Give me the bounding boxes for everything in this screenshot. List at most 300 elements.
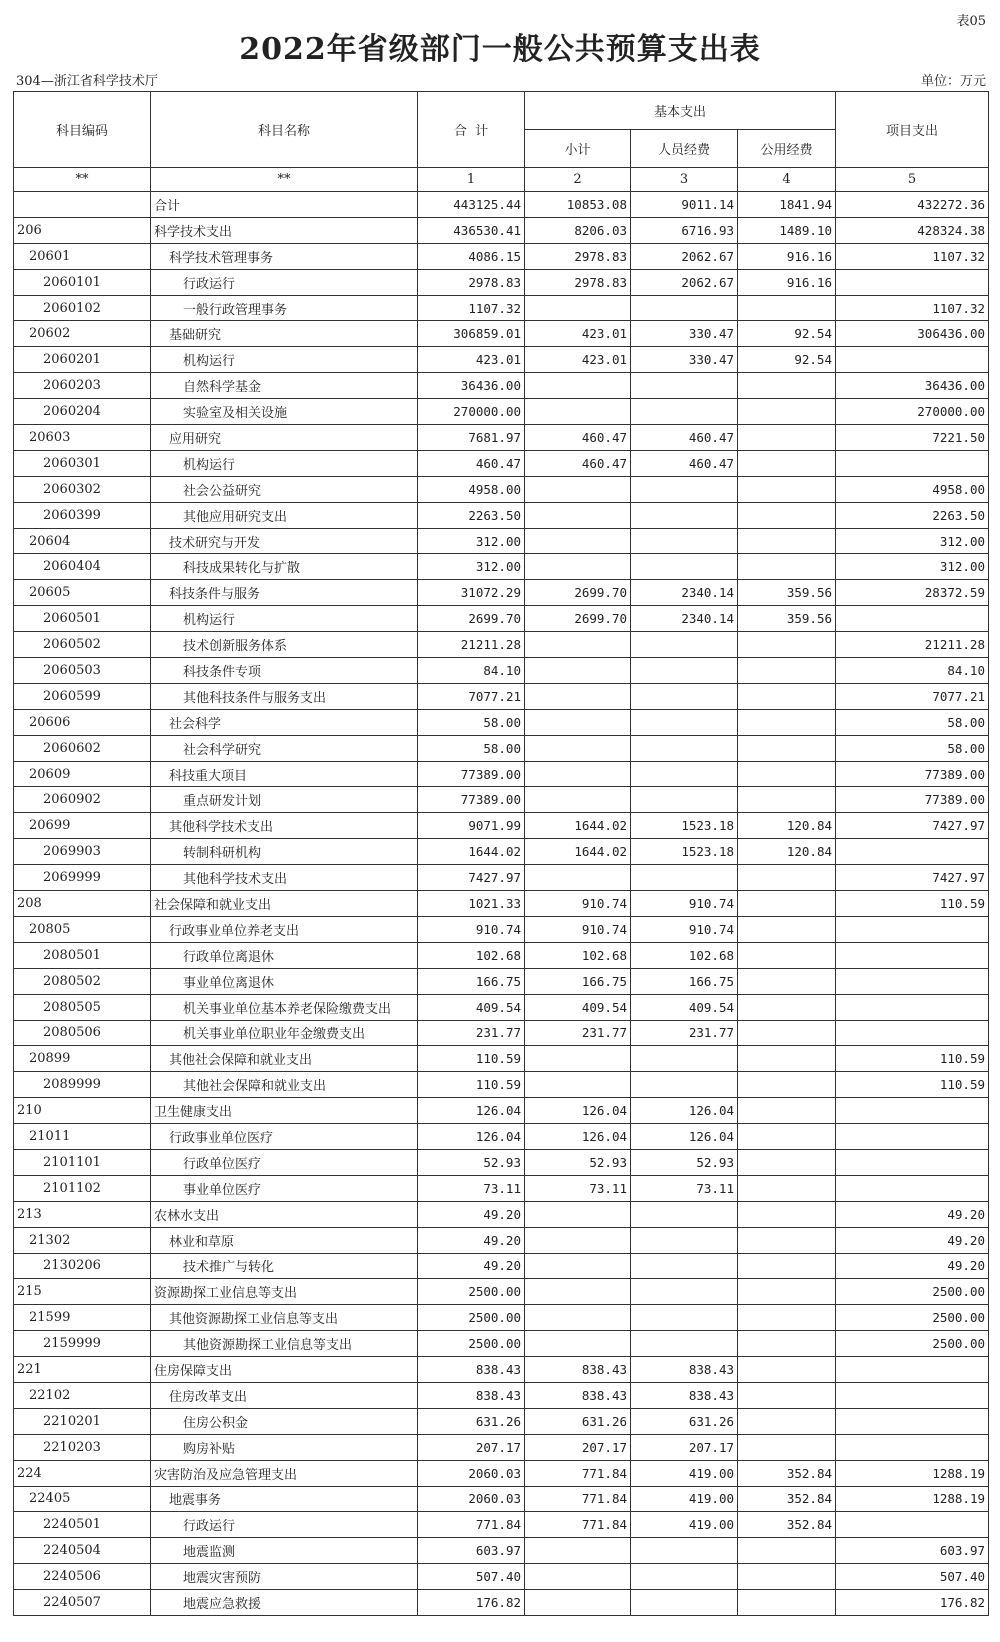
table-row xyxy=(14,1486,989,1512)
cell-name: 住房保障支出 xyxy=(151,1357,418,1383)
cell-code: 2069999 xyxy=(14,865,151,891)
cell-code: 2060404 xyxy=(14,554,151,580)
cell-code: 2060302 xyxy=(14,476,151,502)
cell-personnel: 910.74 xyxy=(631,891,738,917)
cell-total: 507.40 xyxy=(418,1564,525,1590)
cell-project xyxy=(836,606,989,632)
cell-public xyxy=(738,1149,836,1175)
cell-name: 其他科技条件与服务支出 xyxy=(151,683,418,709)
table-row xyxy=(14,968,989,994)
cell-code: 20605 xyxy=(14,580,151,606)
cell-total: 2500.00 xyxy=(418,1279,525,1305)
cell-public xyxy=(738,1046,836,1072)
cell-code: 2240506 xyxy=(14,1564,151,1590)
cell-public xyxy=(738,476,836,502)
table-row xyxy=(14,813,989,839)
cell-subtotal: 2978.83 xyxy=(525,269,631,295)
cell-name: 住房改革支出 xyxy=(151,1382,418,1408)
cell-personnel xyxy=(631,1305,738,1331)
cell-code: 2101101 xyxy=(14,1149,151,1175)
cell-public xyxy=(738,709,836,735)
cell-public: 92.54 xyxy=(738,321,836,347)
cell-code: 2159999 xyxy=(14,1331,151,1357)
table-row xyxy=(14,1124,989,1150)
table-row xyxy=(14,1098,989,1124)
table-row xyxy=(14,269,989,295)
cell-total: 436530.41 xyxy=(418,217,525,243)
cell-code: 2060101 xyxy=(14,269,151,295)
cell-project xyxy=(836,1149,989,1175)
cell-subtotal: 409.54 xyxy=(525,994,631,1020)
cell-total: 4086.15 xyxy=(418,243,525,269)
cell-code: 224 xyxy=(14,1460,151,1486)
cell-name: 技术推广与转化 xyxy=(151,1253,418,1279)
cell-project: 49.20 xyxy=(836,1227,989,1253)
page-title: 2022年省级部门一般公共预算支出表 xyxy=(239,32,761,67)
cell-code: 2240507 xyxy=(14,1590,151,1616)
cell-subtotal xyxy=(525,373,631,399)
table-row xyxy=(14,373,989,399)
table-row xyxy=(14,606,989,632)
cell-public: 359.56 xyxy=(738,606,836,632)
cell-personnel xyxy=(631,632,738,658)
cell-project: 84.10 xyxy=(836,658,989,684)
cell-project xyxy=(836,916,989,942)
cell-public xyxy=(738,1357,836,1383)
cell-name: 机构运行 xyxy=(151,606,418,632)
cell-name: 地震监测 xyxy=(151,1538,418,1564)
cell-project: 21211.28 xyxy=(836,632,989,658)
cell-personnel xyxy=(631,865,738,891)
cell-code: 21011 xyxy=(14,1124,151,1150)
cell-personnel xyxy=(631,787,738,813)
cell-project xyxy=(836,1175,989,1201)
cell-public xyxy=(738,761,836,787)
cell-personnel xyxy=(631,1201,738,1227)
cell-total: 166.75 xyxy=(418,968,525,994)
cell-subtotal: 2699.70 xyxy=(525,606,631,632)
cell-subtotal: 2699.70 xyxy=(525,580,631,606)
cell-code: 21302 xyxy=(14,1227,151,1253)
cell-total: 270000.00 xyxy=(418,399,525,425)
cell-public: 352.84 xyxy=(738,1460,836,1486)
cell-total: 409.54 xyxy=(418,994,525,1020)
cell-personnel: 419.00 xyxy=(631,1460,738,1486)
cell-name: 自然科学基金 xyxy=(151,373,418,399)
table-row xyxy=(14,1253,989,1279)
cell-public xyxy=(738,787,836,813)
cell-name: 科技重大项目 xyxy=(151,761,418,787)
cell-project xyxy=(836,269,989,295)
cell-project: 28372.59 xyxy=(836,580,989,606)
cell-code: 2060502 xyxy=(14,632,151,658)
cell-personnel: 9011.14 xyxy=(631,192,738,218)
cell-name: 机构运行 xyxy=(151,450,418,476)
cell-subtotal: 771.84 xyxy=(525,1460,631,1486)
cell-project: 49.20 xyxy=(836,1201,989,1227)
cell-subtotal xyxy=(525,554,631,580)
cell-code: 20609 xyxy=(14,761,151,787)
cell-project: 49.20 xyxy=(836,1253,989,1279)
cell-name: 地震应急救援 xyxy=(151,1590,418,1616)
cell-total: 21211.28 xyxy=(418,632,525,658)
cell-name: 机关事业单位职业年金缴费支出 xyxy=(151,1020,418,1046)
cell-public xyxy=(738,1201,836,1227)
cell-public: 120.84 xyxy=(738,839,836,865)
cell-name: 实验室及相关设施 xyxy=(151,399,418,425)
cell-personnel: 73.11 xyxy=(631,1175,738,1201)
cell-code: 20603 xyxy=(14,425,151,451)
cell-project xyxy=(836,347,989,373)
cell-personnel: 910.74 xyxy=(631,916,738,942)
cell-name: 技术创新服务体系 xyxy=(151,632,418,658)
cell-name: 社会保障和就业支出 xyxy=(151,891,418,917)
column-number: ** xyxy=(14,168,151,192)
header-public: 公用经费 xyxy=(738,130,836,168)
cell-project: 77389.00 xyxy=(836,787,989,813)
cell-code: 20604 xyxy=(14,528,151,554)
cell-personnel: 330.47 xyxy=(631,347,738,373)
cell-name: 住房公积金 xyxy=(151,1408,418,1434)
cell-public xyxy=(738,295,836,321)
column-number: 4 xyxy=(738,168,836,192)
table-row xyxy=(14,1305,989,1331)
cell-personnel xyxy=(631,1564,738,1590)
cell-total: 49.20 xyxy=(418,1253,525,1279)
cell-code: 2060902 xyxy=(14,787,151,813)
cell-total: 110.59 xyxy=(418,1046,525,1072)
cell-subtotal xyxy=(525,683,631,709)
cell-code: 20602 xyxy=(14,321,151,347)
cell-public xyxy=(738,1305,836,1331)
cell-subtotal xyxy=(525,709,631,735)
cell-public xyxy=(738,1098,836,1124)
cell-personnel xyxy=(631,1046,738,1072)
cell-name: 转制科研机构 xyxy=(151,839,418,865)
cell-total: 2060.03 xyxy=(418,1460,525,1486)
table-row xyxy=(14,1279,989,1305)
cell-public xyxy=(738,735,836,761)
header-name: 科目名称 xyxy=(151,92,418,168)
table-row xyxy=(14,321,989,347)
cell-personnel xyxy=(631,295,738,321)
table-row xyxy=(14,295,989,321)
table-id: 表05 xyxy=(956,14,986,29)
table-row xyxy=(14,994,989,1020)
cell-name: 林业和草原 xyxy=(151,1227,418,1253)
cell-public xyxy=(738,1072,836,1098)
cell-subtotal: 460.47 xyxy=(525,425,631,451)
cell-total: 207.17 xyxy=(418,1434,525,1460)
cell-name: 其他社会保障和就业支出 xyxy=(151,1046,418,1072)
table-row xyxy=(14,1357,989,1383)
cell-total: 77389.00 xyxy=(418,787,525,813)
table-row xyxy=(14,502,989,528)
table-row xyxy=(14,1382,989,1408)
cell-public xyxy=(738,502,836,528)
cell-project: 7077.21 xyxy=(836,683,989,709)
cell-code: 22102 xyxy=(14,1382,151,1408)
header-project: 项目支出 xyxy=(836,92,989,168)
cell-subtotal: 423.01 xyxy=(525,347,631,373)
cell-project: 1288.19 xyxy=(836,1460,989,1486)
table-row xyxy=(14,1331,989,1357)
cell-public xyxy=(738,865,836,891)
cell-personnel xyxy=(631,399,738,425)
cell-name: 其他资源勘探工业信息等支出 xyxy=(151,1331,418,1357)
cell-name: 合计 xyxy=(151,192,418,218)
table-row xyxy=(14,632,989,658)
cell-subtotal: 102.68 xyxy=(525,942,631,968)
table-row xyxy=(14,916,989,942)
cell-name: 技术研究与开发 xyxy=(151,528,418,554)
cell-public xyxy=(738,1408,836,1434)
cell-project: 507.40 xyxy=(836,1564,989,1590)
cell-subtotal: 8206.03 xyxy=(525,217,631,243)
cell-total: 4958.00 xyxy=(418,476,525,502)
cell-subtotal xyxy=(525,528,631,554)
cell-name: 其他科学技术支出 xyxy=(151,813,418,839)
cell-personnel xyxy=(631,1331,738,1357)
cell-total: 910.74 xyxy=(418,916,525,942)
cell-project xyxy=(836,968,989,994)
cell-subtotal: 838.43 xyxy=(525,1382,631,1408)
cell-total: 231.77 xyxy=(418,1020,525,1046)
cell-personnel: 231.77 xyxy=(631,1020,738,1046)
cell-personnel xyxy=(631,1538,738,1564)
cell-subtotal: 2978.83 xyxy=(525,243,631,269)
cell-personnel: 2340.14 xyxy=(631,580,738,606)
table-row xyxy=(14,1538,989,1564)
cell-total: 7681.97 xyxy=(418,425,525,451)
cell-name: 其他资源勘探工业信息等支出 xyxy=(151,1305,418,1331)
header-basic: 基本支出 xyxy=(525,92,836,130)
cell-name: 灾害防治及应急管理支出 xyxy=(151,1460,418,1486)
cell-personnel: 102.68 xyxy=(631,942,738,968)
cell-code: 22405 xyxy=(14,1486,151,1512)
cell-personnel: 631.26 xyxy=(631,1408,738,1434)
cell-name: 社会科学研究 xyxy=(151,735,418,761)
table-row xyxy=(14,683,989,709)
cell-project: 1107.32 xyxy=(836,295,989,321)
cell-code: 20699 xyxy=(14,813,151,839)
cell-total: 77389.00 xyxy=(418,761,525,787)
cell-total: 58.00 xyxy=(418,735,525,761)
cell-total: 7427.97 xyxy=(418,865,525,891)
table-row xyxy=(14,450,989,476)
cell-personnel: 1523.18 xyxy=(631,813,738,839)
cell-subtotal: 73.11 xyxy=(525,1175,631,1201)
cell-code: 2060599 xyxy=(14,683,151,709)
cell-name: 其他社会保障和就业支出 xyxy=(151,1072,418,1098)
cell-code: 2080501 xyxy=(14,942,151,968)
cell-public: 916.16 xyxy=(738,269,836,295)
column-number: ** xyxy=(151,168,418,192)
cell-personnel xyxy=(631,373,738,399)
cell-name: 科技成果转化与扩散 xyxy=(151,554,418,580)
table-row xyxy=(14,1512,989,1538)
cell-code: 20805 xyxy=(14,916,151,942)
cell-name: 一般行政管理事务 xyxy=(151,295,418,321)
cell-project xyxy=(836,942,989,968)
cell-name: 行政运行 xyxy=(151,269,418,295)
cell-personnel xyxy=(631,1072,738,1098)
cell-total: 2263.50 xyxy=(418,502,525,528)
cell-personnel xyxy=(631,1227,738,1253)
cell-code: 2089999 xyxy=(14,1072,151,1098)
cell-code: 208 xyxy=(14,891,151,917)
cell-total: 838.43 xyxy=(418,1382,525,1408)
cell-public xyxy=(738,1590,836,1616)
cell-subtotal: 910.74 xyxy=(525,916,631,942)
table-row xyxy=(14,1564,989,1590)
cell-subtotal: 126.04 xyxy=(525,1124,631,1150)
cell-total: 49.20 xyxy=(418,1201,525,1227)
cell-project: 1288.19 xyxy=(836,1486,989,1512)
cell-subtotal xyxy=(525,1201,631,1227)
cell-total: 2699.70 xyxy=(418,606,525,632)
cell-project: 312.00 xyxy=(836,528,989,554)
cell-total: 1107.32 xyxy=(418,295,525,321)
cell-code: 213 xyxy=(14,1201,151,1227)
column-number: 5 xyxy=(836,168,989,192)
cell-personnel xyxy=(631,658,738,684)
cell-public: 352.84 xyxy=(738,1512,836,1538)
cell-code: 2210203 xyxy=(14,1434,151,1460)
cell-public xyxy=(738,1538,836,1564)
cell-total: 312.00 xyxy=(418,554,525,580)
cell-name: 卫生健康支出 xyxy=(151,1098,418,1124)
cell-public xyxy=(738,1175,836,1201)
cell-subtotal: 631.26 xyxy=(525,1408,631,1434)
cell-personnel xyxy=(631,683,738,709)
cell-project: 110.59 xyxy=(836,1046,989,1072)
table-row xyxy=(14,580,989,606)
cell-name: 科学技术管理事务 xyxy=(151,243,418,269)
cell-project xyxy=(836,1434,989,1460)
cell-public: 120.84 xyxy=(738,813,836,839)
cell-code: 2240504 xyxy=(14,1538,151,1564)
cell-project: 77389.00 xyxy=(836,761,989,787)
cell-public xyxy=(738,968,836,994)
cell-subtotal xyxy=(525,295,631,321)
cell-project xyxy=(836,1098,989,1124)
cell-code: 221 xyxy=(14,1357,151,1383)
cell-name: 资源勘探工业信息等支出 xyxy=(151,1279,418,1305)
cell-total: 126.04 xyxy=(418,1124,525,1150)
cell-code: 21599 xyxy=(14,1305,151,1331)
cell-code: 2060204 xyxy=(14,399,151,425)
cell-project: 428324.38 xyxy=(836,217,989,243)
cell-code: 2060203 xyxy=(14,373,151,399)
cell-total: 2978.83 xyxy=(418,269,525,295)
cell-total: 306859.01 xyxy=(418,321,525,347)
cell-name: 农林水支出 xyxy=(151,1201,418,1227)
column-number: 2 xyxy=(525,168,631,192)
cell-public: 916.16 xyxy=(738,243,836,269)
cell-personnel: 166.75 xyxy=(631,968,738,994)
cell-code: 2069903 xyxy=(14,839,151,865)
cell-name: 科技条件与服务 xyxy=(151,580,418,606)
cell-public xyxy=(738,916,836,942)
cell-name: 社会科学 xyxy=(151,709,418,735)
cell-subtotal: 231.77 xyxy=(525,1020,631,1046)
cell-subtotal xyxy=(525,1227,631,1253)
cell-public xyxy=(738,1382,836,1408)
table-row xyxy=(14,709,989,735)
organization-label: 304—浙江省科学技术厅 xyxy=(16,74,158,89)
cell-personnel: 460.47 xyxy=(631,450,738,476)
cell-personnel xyxy=(631,554,738,580)
cell-name: 事业单位离退休 xyxy=(151,968,418,994)
cell-project: 2500.00 xyxy=(836,1331,989,1357)
cell-personnel xyxy=(631,761,738,787)
cell-subtotal: 166.75 xyxy=(525,968,631,994)
cell-subtotal: 771.84 xyxy=(525,1512,631,1538)
cell-name: 机关事业单位基本养老保险缴费支出 xyxy=(151,994,418,1020)
cell-code: 2060102 xyxy=(14,295,151,321)
table-row xyxy=(14,1149,989,1175)
cell-subtotal xyxy=(525,502,631,528)
table-row xyxy=(14,192,989,218)
cell-code: 20899 xyxy=(14,1046,151,1072)
cell-name: 事业单位医疗 xyxy=(151,1175,418,1201)
cell-personnel: 2340.14 xyxy=(631,606,738,632)
cell-public xyxy=(738,942,836,968)
cell-project: 432272.36 xyxy=(836,192,989,218)
cell-project xyxy=(836,1382,989,1408)
cell-personnel: 52.93 xyxy=(631,1149,738,1175)
cell-public: 359.56 xyxy=(738,580,836,606)
cell-total: 36436.00 xyxy=(418,373,525,399)
cell-code: 210 xyxy=(14,1098,151,1124)
cell-subtotal: 838.43 xyxy=(525,1357,631,1383)
cell-code: 2080506 xyxy=(14,1020,151,1046)
cell-total: 1021.33 xyxy=(418,891,525,917)
table-row xyxy=(14,1201,989,1227)
cell-subtotal xyxy=(525,1046,631,1072)
cell-total: 176.82 xyxy=(418,1590,525,1616)
cell-subtotal xyxy=(525,1253,631,1279)
cell-subtotal xyxy=(525,476,631,502)
cell-project xyxy=(836,450,989,476)
cell-project: 7427.97 xyxy=(836,865,989,891)
cell-subtotal xyxy=(525,865,631,891)
cell-personnel xyxy=(631,1279,738,1305)
table-row xyxy=(14,1590,989,1616)
cell-name: 行政单位医疗 xyxy=(151,1149,418,1175)
cell-personnel: 126.04 xyxy=(631,1098,738,1124)
cell-personnel: 838.43 xyxy=(631,1357,738,1383)
cell-subtotal xyxy=(525,1538,631,1564)
cell-public: 92.54 xyxy=(738,347,836,373)
cell-code: 2060301 xyxy=(14,450,151,476)
cell-total: 9071.99 xyxy=(418,813,525,839)
cell-code: 2130206 xyxy=(14,1253,151,1279)
cell-name: 机构运行 xyxy=(151,347,418,373)
header-code: 科目编码 xyxy=(14,92,151,168)
table-row xyxy=(14,1408,989,1434)
cell-personnel: 419.00 xyxy=(631,1486,738,1512)
cell-personnel: 409.54 xyxy=(631,994,738,1020)
cell-personnel xyxy=(631,502,738,528)
cell-name: 重点研发计划 xyxy=(151,787,418,813)
table-row xyxy=(14,1046,989,1072)
cell-project: 1107.32 xyxy=(836,243,989,269)
table-row xyxy=(14,347,989,373)
cell-code: 2060201 xyxy=(14,347,151,373)
table-row xyxy=(14,1434,989,1460)
